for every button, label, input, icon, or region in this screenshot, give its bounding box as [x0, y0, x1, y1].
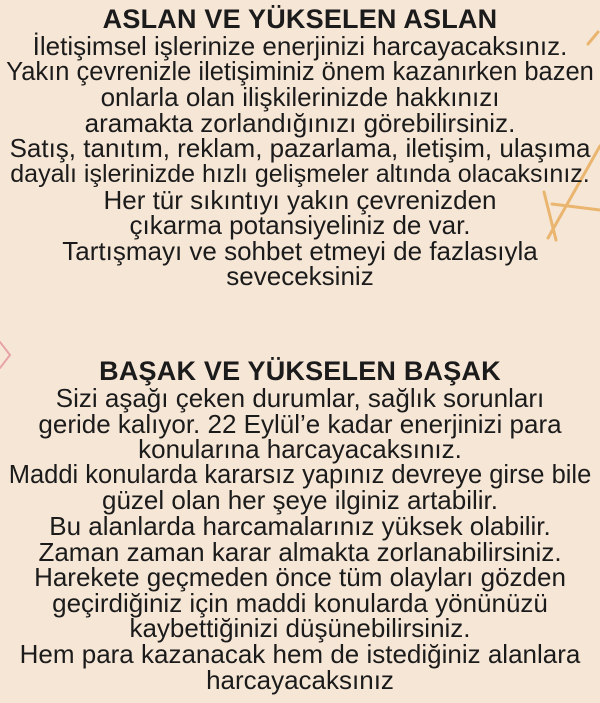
- section-aslan: [0, 4, 600, 290]
- paragraph-line: İletişimsel işlerinize enerjinizi harcayacaksınız.: [32, 31, 568, 61]
- paragraph-line: Hem para kazanacak hem de istediğiniz alanlara: [19, 638, 581, 669]
- paragraph-line: geçirdiğiniz için maddi konularda yönünüzü: [52, 587, 548, 618]
- section-title-basak: BAŞAK VE YÜKSELEN BAŞAK: [99, 356, 501, 386]
- paragraph-line: Maddi konularda kararsız yapınız devreye girse bile: [8, 460, 592, 489]
- paragraph-line: Sizi aşağı çeken durumlar, sağlık sorunları: [55, 383, 545, 413]
- paragraph-line: Her tür sıkıntıyı yakın çevrenizden: [103, 184, 497, 215]
- paragraph-line: Zaman zaman karar almakta zorlanabilirsiniz.: [38, 536, 562, 567]
- section-title-aslan: ASLAN VE YÜKSELEN ASLAN: [102, 4, 498, 34]
- paragraph-line: çıkarma potansiyeliniz de var.: [129, 210, 471, 241]
- paragraph-line: Satış, tanıtım, reklam, pazarlama, iletişim, ulaşıma: [9, 133, 591, 164]
- paragraph-line: geride kalıyor. 22 Eylül’e kadar enerjinizi para: [38, 408, 562, 439]
- paragraph-line: onlarla olan ilişkilerinizde hakkınızı: [100, 82, 500, 113]
- paragraph-line: aramakta zorlandığınızı görebilirsiniz.: [84, 107, 516, 138]
- paragraph-line: Tartışmayı ve sohbet etmeyi de fazlasıyla: [62, 235, 538, 266]
- paragraph-line: Yakın çevrenizle iletişiminiz önem kazanırken bazen: [6, 57, 594, 86]
- paragraph-line: Bu alanlarda harcamalarınız yüksek olabilir.: [49, 510, 551, 541]
- paragraph-line: konularına harcayacaksınız.: [138, 434, 462, 465]
- paragraph-line: seveceksiniz: [226, 261, 374, 292]
- paragraph-line: Harekete geçmeden önce tüm olayları gözden: [34, 562, 566, 593]
- paragraph-line: güzel olan her şeye ilginiz artabilir.: [102, 485, 498, 516]
- section-basak: [0, 356, 600, 693]
- paragraph-line: kaybettiğinizi düşünebilirsiniz.: [129, 613, 471, 644]
- paragraph-line: dayalı işlerinizde hızlı gelişmeler altında olacaksınız.: [10, 159, 590, 188]
- paragraph-line: harcayacaksınız: [206, 664, 394, 695]
